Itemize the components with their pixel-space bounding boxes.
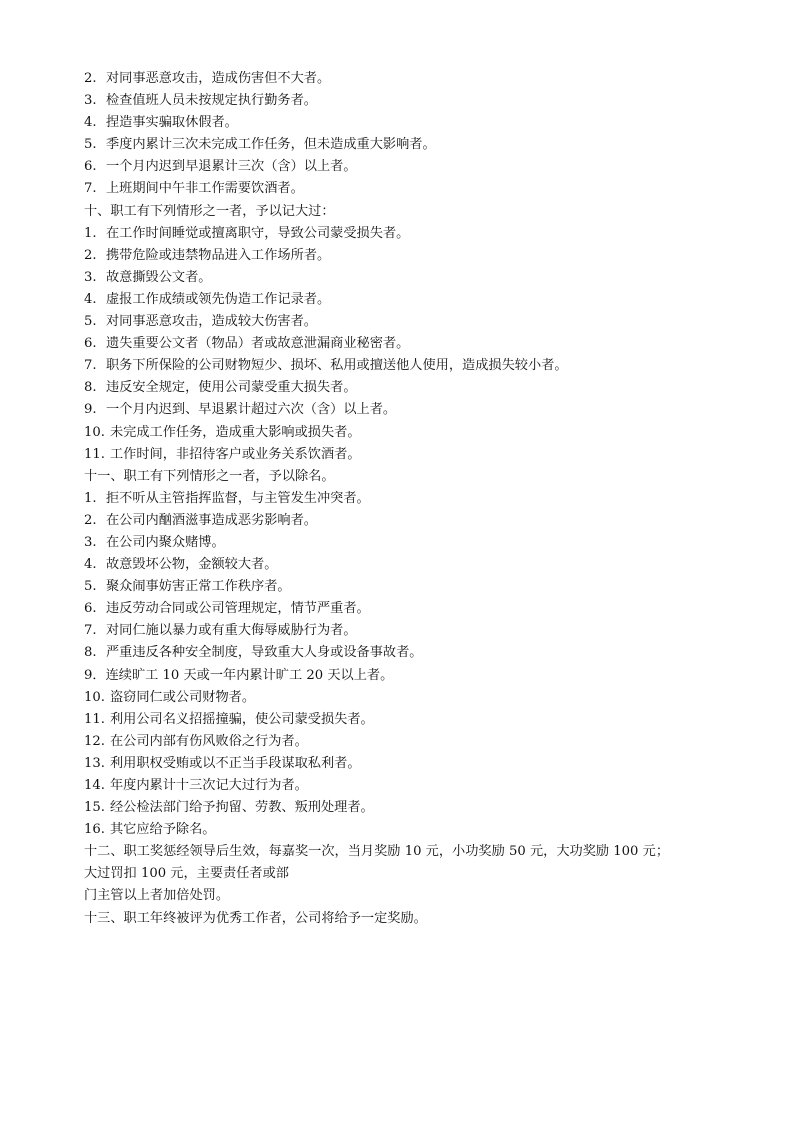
list-item: [84, 178, 724, 200]
list-item: [84, 797, 724, 819]
list-item: [84, 289, 724, 311]
heading-text: 十一、职工有下列情形之一者，予以除名。: [84, 468, 335, 484]
item-number: 10.: [84, 689, 105, 705]
item-text: 季度内累计三次未完成工作任务，但未造成重大影响者。: [106, 137, 436, 153]
list-item: [84, 642, 724, 664]
list-item: [84, 355, 724, 377]
item-number: 12.: [84, 733, 105, 749]
item-number: 14.: [84, 778, 105, 793]
item-text: 在公司内酗酒滋事造成恶劣影响者。: [106, 512, 317, 528]
list-item: [84, 598, 724, 620]
paragraph-line: [84, 885, 724, 907]
item-text: 捏造事实骗取休假者。: [106, 115, 238, 131]
item-number: 6.: [84, 159, 97, 175]
item-number: 4.: [84, 291, 97, 307]
item-text: 遗失重要公文者（物品）者或故意泄漏商业秘密者。: [106, 336, 410, 352]
paragraph-line: [84, 863, 724, 885]
list-item: [84, 554, 724, 576]
list-item: [84, 775, 724, 797]
item-text: 拒不听从主管指挥监督，与主管发生冲突者。: [106, 490, 370, 506]
item-text: 故意毁坏公物，金额较大者。: [106, 557, 278, 573]
list-item: [84, 488, 724, 510]
list-item: [84, 819, 724, 841]
item-text: 其它应给予除名。: [110, 822, 216, 838]
heading-text: 十二、职工奖惩经领导后生效，每嘉奖一次，当月奖励 10 元，小功奖励 50 元，大功奖励 100 元；: [84, 844, 670, 860]
item-text: 携带危险或违禁物品进入工作场所者。: [106, 247, 331, 263]
list-item: [84, 68, 724, 90]
item-number: 9.: [84, 402, 97, 418]
item-number: 5.: [84, 137, 97, 153]
list-item: [84, 399, 724, 421]
item-text: 上班期间中午非工作需要饮酒者。: [106, 181, 304, 197]
section-heading: [84, 201, 724, 223]
item-text: 利用职权受贿或以不正当手段谋取私利者。: [110, 755, 361, 771]
list-item: [84, 422, 724, 444]
item-number: 3.: [84, 534, 97, 550]
item-text: 对同事恶意攻击，造成较大伤害者。: [106, 314, 317, 330]
item-number: 5.: [84, 579, 97, 595]
item-text: 一个月内迟到早退累计三次（含）以上者。: [106, 159, 357, 175]
item-number: 8.: [84, 380, 97, 396]
item-number: 2.: [84, 71, 97, 86]
item-number: 8.: [84, 645, 97, 661]
item-number: 5.: [84, 314, 97, 330]
list-item: [84, 532, 724, 554]
item-text: 虚报工作成绩或领先伪造工作记录者。: [106, 291, 331, 307]
paragraph-text: 门主管以上者加倍处罚。: [84, 888, 230, 904]
document-page: [84, 68, 724, 930]
item-number: 16.: [84, 822, 105, 838]
section-heading: [84, 841, 724, 863]
item-text: 在公司内聚众赌博。: [106, 534, 225, 550]
item-text: 对同仁施以暴力或有重大侮辱威胁行为者。: [106, 623, 357, 639]
list-item: [84, 687, 724, 709]
item-text: 工作时间，非招待客户或业务关系饮酒者。: [110, 446, 361, 462]
list-item: [84, 156, 724, 178]
item-number: 1.: [84, 490, 97, 506]
heading-text: 十三、职工年终被评为优秀工作者，公司将给予一定奖励。: [84, 910, 427, 926]
item-text: 检查值班人员未按规定执行勤务者。: [106, 93, 317, 109]
item-number: 10.: [84, 424, 105, 440]
list-item: [84, 311, 724, 333]
list-item: [84, 90, 724, 112]
item-text: 聚众闹事妨害正常工作秩序者。: [106, 579, 291, 595]
item-text: 在公司内部有伤风败俗之行为者。: [110, 733, 308, 749]
item-number: 11.: [84, 446, 105, 462]
item-text: 违反安全规定，使用公司蒙受重大损失者。: [106, 380, 357, 396]
list-item: [84, 245, 724, 267]
item-number: 2.: [84, 247, 97, 263]
item-number: 13.: [84, 755, 105, 771]
list-item: [84, 267, 724, 289]
item-number: 6.: [84, 336, 97, 352]
item-number: 7.: [84, 181, 97, 197]
paragraph-text: 大过罚扣 100 元，主要责任者或部: [84, 866, 289, 882]
item-number: 2.: [84, 512, 97, 528]
item-number: 6.: [84, 601, 97, 617]
list-item: [84, 333, 724, 355]
item-number: 1.: [84, 225, 97, 241]
list-item: [84, 576, 724, 598]
list-item: [84, 620, 724, 642]
item-text: 职务下所保险的公司财物短少、损坏、私用或擅送他人使用，造成损失较小者。: [106, 358, 568, 374]
item-number: 3.: [84, 269, 97, 285]
item-number: 4.: [84, 557, 97, 573]
list-item: [84, 753, 724, 775]
item-number: 4.: [84, 115, 97, 131]
heading-text: 十、职工有下列情形之一者，予以记大过：: [84, 203, 335, 219]
list-item: [84, 665, 724, 687]
section-heading: [84, 466, 724, 488]
item-number: 3.: [84, 93, 97, 109]
item-text: 违反劳动合同或公司管理规定，情节严重者。: [106, 601, 370, 617]
item-number: 7.: [84, 358, 97, 374]
item-text: 9．连续旷工 10 天或一年内累计旷工 20 天以上者。: [84, 667, 394, 683]
item-text: 经公检法部门给予拘留、劳教、叛刑处理者。: [110, 800, 374, 816]
list-item: [84, 112, 724, 134]
list-item: [84, 134, 724, 156]
list-item: [84, 377, 724, 399]
item-text: 未完成工作任务，造成重大影响或损失者。: [110, 424, 361, 440]
item-text: 在工作时间睡觉或擅离职守，导致公司蒙受损失者。: [106, 225, 410, 241]
item-text: 利用公司名义招摇撞骗，使公司蒙受损失者。: [110, 711, 374, 727]
item-text: 盗窃同仁或公司财物者。: [110, 689, 256, 705]
list-item: [84, 444, 724, 466]
item-text: 对同事恶意攻击，造成伤害但不大者。: [106, 71, 331, 86]
item-text: 故意撕毁公文者。: [106, 269, 212, 285]
list-item: [84, 709, 724, 731]
item-number: 11.: [84, 711, 105, 727]
list-item: [84, 223, 724, 245]
item-text: 一个月内迟到、早退累计超过六次（含）以上者。: [106, 402, 397, 418]
item-text: 年度内累计十三次记大过行为者。: [110, 778, 308, 793]
list-item: [84, 731, 724, 753]
section-heading: [84, 908, 724, 930]
item-number: 15.: [84, 800, 105, 816]
item-text: 严重违反各种安全制度，导致重大人身或设备事故者。: [106, 645, 423, 661]
list-item: [84, 510, 724, 532]
item-number: 7.: [84, 623, 97, 639]
